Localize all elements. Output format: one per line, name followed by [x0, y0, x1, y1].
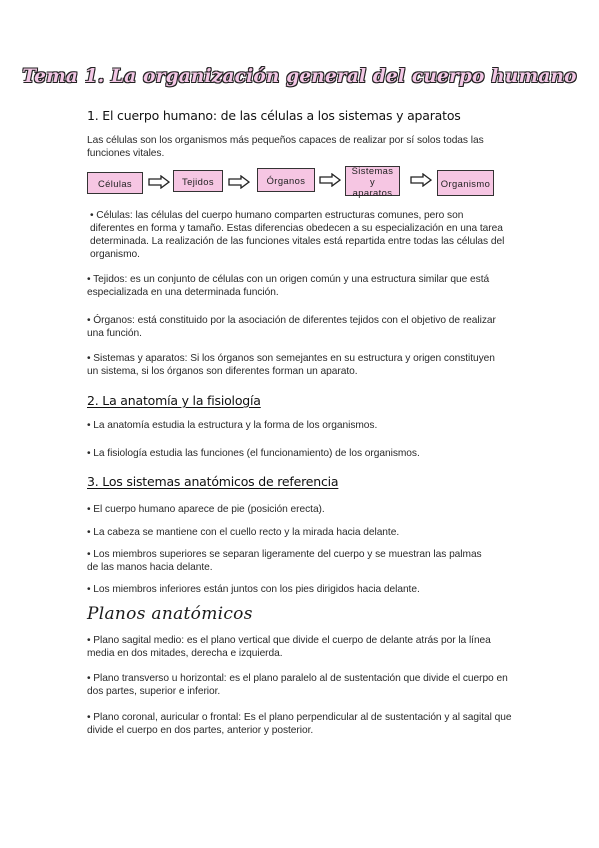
section-3-heading: 3. Los sistemas anatómicos de referencia — [87, 474, 339, 489]
bullet-cabeza: • La cabeza se mantiene con el cuello recto y la mirada hacia delante. — [87, 527, 400, 538]
section-4-heading: Planos anatómicos — [87, 604, 253, 624]
bullet-organos: • Órganos: está constituido por la asociación de diferentes tejidos con el objetivo de realizar una función. — [87, 315, 496, 339]
bullet-tejidos: • Tejidos: es un conjunto de células con un origen común y una estructura similar que está especializada en una determinada función. — [87, 274, 490, 298]
bullet-plano-coronal: • Plano coronal, auricular o frontal: Es el plano perpendicular al de sustentación y al sagital que divide el cuerpo en dos partes, anterior y posterior. — [87, 712, 512, 736]
page-title: Tema 1. La organización general del cuerpo humano — [22, 66, 577, 87]
bullet-plano-transverso: • Plano transverso u horizontal: es el plano paralelo al de sustentación que divide el cuerpo en dos partes, superior e inferior. — [87, 673, 508, 697]
section-2-heading: 2. La anatomía y la fisiología — [87, 393, 261, 408]
flow-box-celulas: Células — [87, 172, 143, 194]
bullet-miembros-superiores: • Los miembros superiores se separan ligeramente del cuerpo y se muestran las palmas de las manos hacia delante. — [87, 549, 482, 573]
flow-box-sistemas: Sistemas y aparatos — [345, 166, 400, 196]
flow-arrow-icon — [228, 175, 250, 189]
bullet-celulas: • Células: las células del cuerpo humano comparten estructuras comunes, pero son diferentes en forma y tamaño. Estas diferencias obedecen a su especialización en una tarea determinada. La realización de las funciones vitales está repartida entre todas las células del organismo. — [90, 210, 505, 260]
flow-arrow-icon — [410, 173, 432, 187]
bullet-posicion: • El cuerpo humano aparece de pie (posición erecta). — [87, 504, 325, 515]
flow-box-organismo: Organismo — [437, 170, 494, 196]
bullet-plano-sagital: • Plano sagital medio: es el plano vertical que divide el cuerpo de delante atrás por la línea media en dos mitades, derecha e izquierda. — [87, 635, 491, 659]
flow-arrow-icon — [148, 175, 170, 189]
flow-arrow-icon — [319, 173, 341, 187]
section-1-heading: 1. El cuerpo humano: de las células a los sistemas y aparatos — [87, 108, 461, 123]
flow-box-organos: Órganos — [257, 168, 315, 192]
bullet-sistemas: • Sistemas y aparatos: Si los órganos son semejantes en su estructura y origen constituyen un sistema, si los órganos son diferentes forman un aparato. — [87, 353, 495, 377]
bullet-fisiologia: • La fisiología estudia las funciones (el funcionamiento) de los organismos. — [87, 448, 420, 459]
section-1-intro: Las células son los organismos más pequeños capaces de realizar por sí solos todas las funciones vitales. — [87, 135, 484, 159]
bullet-anatomia: • La anatomía estudia la estructura y la forma de los organismos. — [87, 420, 378, 431]
flow-box-tejidos: Tejidos — [173, 170, 223, 192]
bullet-miembros-inferiores: • Los miembros inferiores están juntos con los pies dirigidos hacia delante. — [87, 584, 420, 595]
